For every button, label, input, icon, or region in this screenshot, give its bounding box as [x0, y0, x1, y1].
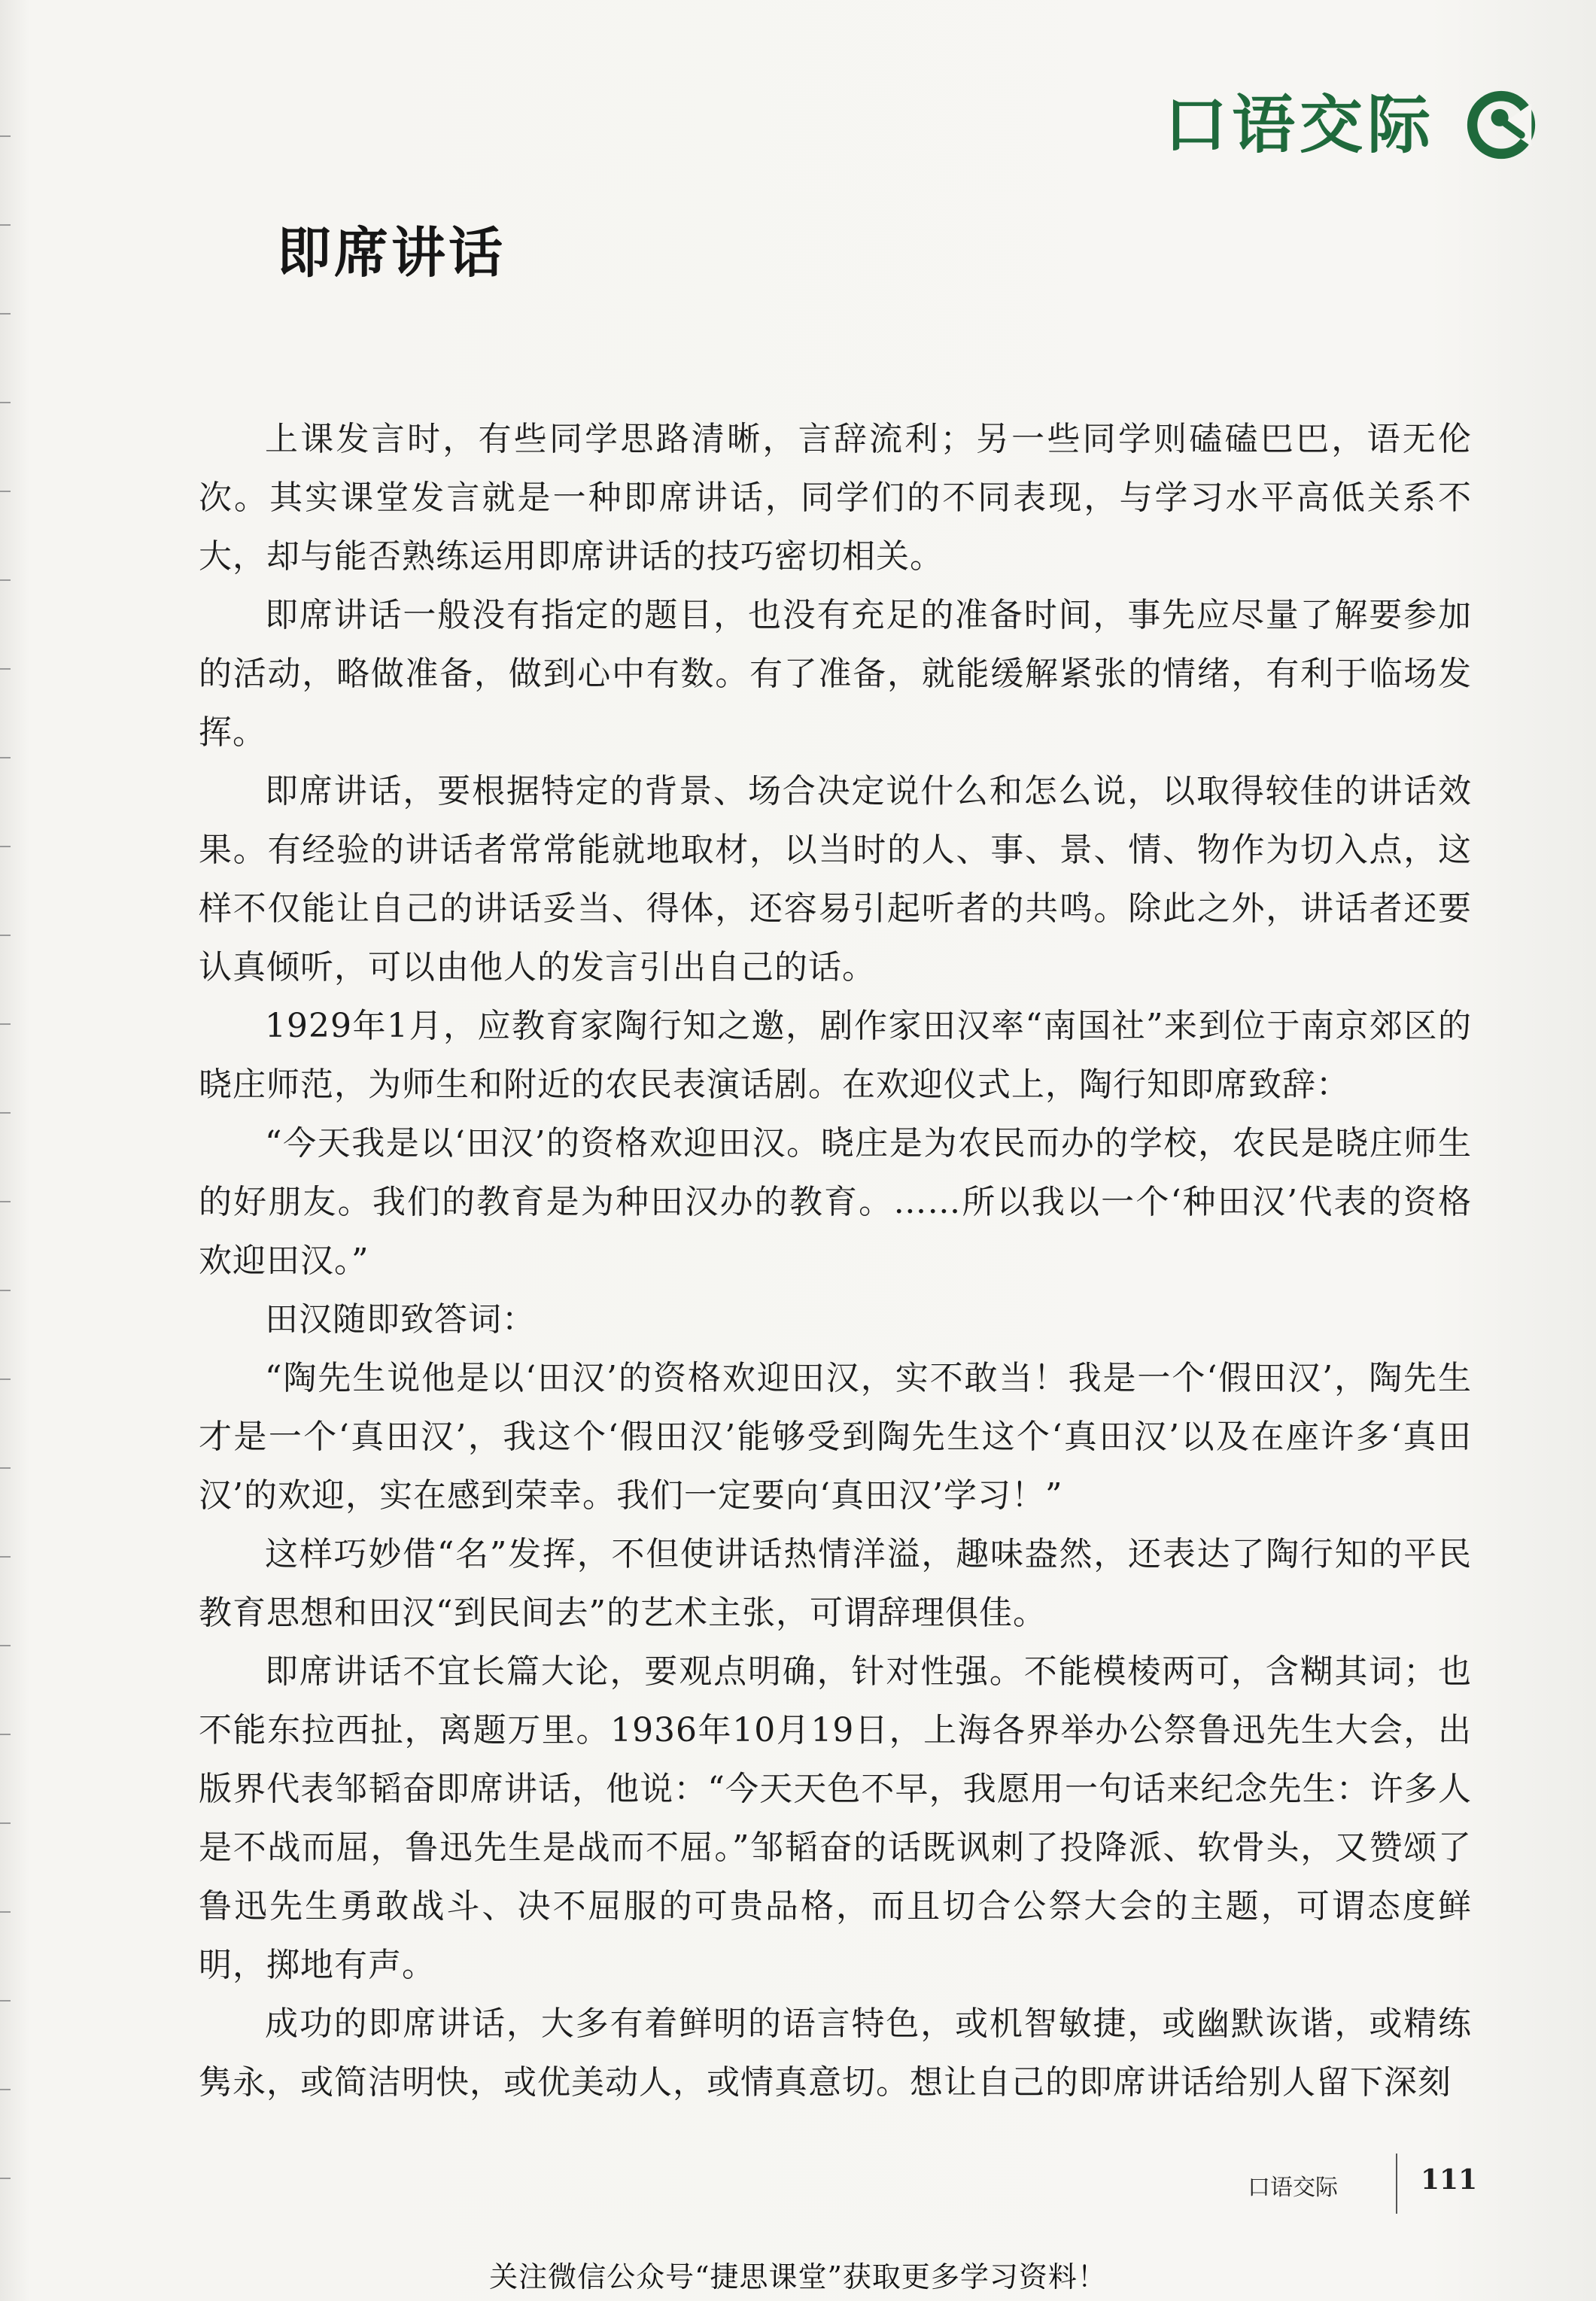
binding-tick: [0, 313, 11, 315]
paragraph: 田汉随即致答词：: [265, 1300, 536, 1339]
binding-tick: [0, 757, 11, 758]
binding-tick: [0, 1734, 11, 1735]
paragraph: 上课发言时，有些同学思路清晰，言辞流利；另一些同学则磕磕巴巴，语无伦次。其实课堂发言就是一种即席讲话，同学们的不同表现，与学习水平高低关系不大，却与能否熟练运用即席讲话的技巧密切相关。: [199, 420, 1472, 576]
binding-tick: [0, 135, 11, 137]
page-number: 111: [1421, 2164, 1478, 2196]
binding-tick: [0, 2089, 11, 2090]
binding-tick: [0, 1378, 11, 1380]
binding-tick: [0, 2178, 11, 2179]
binding-tick: [0, 935, 11, 936]
binding-tick: [0, 846, 11, 847]
section-header: [1164, 89, 1537, 161]
binding-tick: [0, 1023, 11, 1025]
paragraph: 即席讲话一般没有指定的题目，也没有充足的准备时间，事先应尽量了解要参加的活动，略做准备，做到心中有数。有了准备，就能缓解紧张的情绪，有利于临场发挥。: [199, 596, 1472, 752]
paragraph: 即席讲话不宜长篇大论，要观点明确，针对性强。不能模棱两可，含糊其词；也不能东拉西扯，离题万里。1936年10月19日，上海各界举办公祭鲁迅先生大会，出版界代表邹韬奋即席讲话，他说：“今天天色不早，我愿用一句话来纪念先生：许多人是不战而屈，鲁迅先生是战而不屈。”邹韬奋的话既讽刺了投降派、软骨头，又赞颂了鲁迅先生勇敢战斗、决不屈服的可贵品格，而且切合公祭大会的主题，可谓态度鲜明，掷地有声。: [199, 1652, 1472, 1984]
quote-paragraph: “今天我是以‘田汉’的资格欢迎田汉。晓庄是为农民而办的学校，农民是晓庄师生的好朋友。我们的教育是为种田汉办的教育。……所以我以一个‘种田汉’代表的资格欢迎田汉。”: [199, 1124, 1472, 1280]
binding-tick: [0, 1467, 11, 1469]
binding-tick: [0, 1290, 11, 1291]
binding-tick: [0, 1112, 11, 1114]
binding-tick: [0, 668, 11, 670]
footer-section-label: 口语交际: [1248, 2175, 1338, 2201]
binding-tick: [0, 1556, 11, 1558]
paragraph: 这样巧妙借“名”发挥，不但使讲话热情洋溢，趣味盎然，还表达了陶行知的平民教育思想和田汉“到民间去”的艺术主张，可谓辞理俱佳。: [199, 1535, 1472, 1632]
binding-tick: [0, 491, 11, 492]
speech-bubble-icon: [1465, 89, 1537, 161]
binding-tick: [0, 402, 11, 403]
quote-paragraph: “陶先生说他是以‘田汉’的资格欢迎田汉，实不敢当！我是一个‘假田汉’，陶先生才是一个‘真田汉’，我这个‘假田汉’能够受到陶先生这个‘真田汉’以及在座许多‘真田汉’的欢迎，实在感到荣幸。我们一定要向‘真田汉’学习！”: [199, 1359, 1472, 1515]
footer-divider: [1396, 2154, 1397, 2214]
lesson-title: 即席讲话: [277, 220, 506, 284]
binding-tick: [0, 224, 11, 226]
binding-tick: [0, 1822, 11, 1824]
paragraph: 1929年1月，应教育家陶行知之邀，剧作家田汉率“南国社”来到位于南京郊区的晓庄师范，为师生和附近的农民表演话剧。在欢迎仪式上，陶行知即席致辞：: [199, 1007, 1472, 1104]
watermark-notice: 关注微信公众号“捷思课堂”获取更多学习资料！: [489, 2260, 1107, 2293]
paragraph: 成功的即席讲话，大多有着鲜明的语言特色，或机智敏捷，或幽默诙谐，或精练隽永，或简洁明快，或优美动人，或情真意切。想让自己的即席讲话给别人留下深刻: [199, 2005, 1472, 2102]
binding-tick: [0, 1911, 11, 1913]
section-title: 口语交际: [1163, 88, 1435, 162]
binding-edge: [0, 0, 17, 2301]
binding-tick: [0, 1201, 11, 1202]
binding-tick: [0, 2000, 11, 2002]
binding-tick: [0, 579, 11, 581]
body-text: [199, 410, 1472, 2112]
paragraph: 即席讲话，要根据特定的背景、场合决定说什么和怎么说，以取得较佳的讲话效果。有经验的讲话者常常能就地取材，以当时的人、事、景、情、物作为切入点，这样不仅能让自己的讲话妥当、得体，还容易引起听者的共鸣。除此之外，讲话者还要认真倾听，可以由他人的发言引出自己的话。: [199, 772, 1472, 986]
binding-tick: [0, 1645, 11, 1646]
